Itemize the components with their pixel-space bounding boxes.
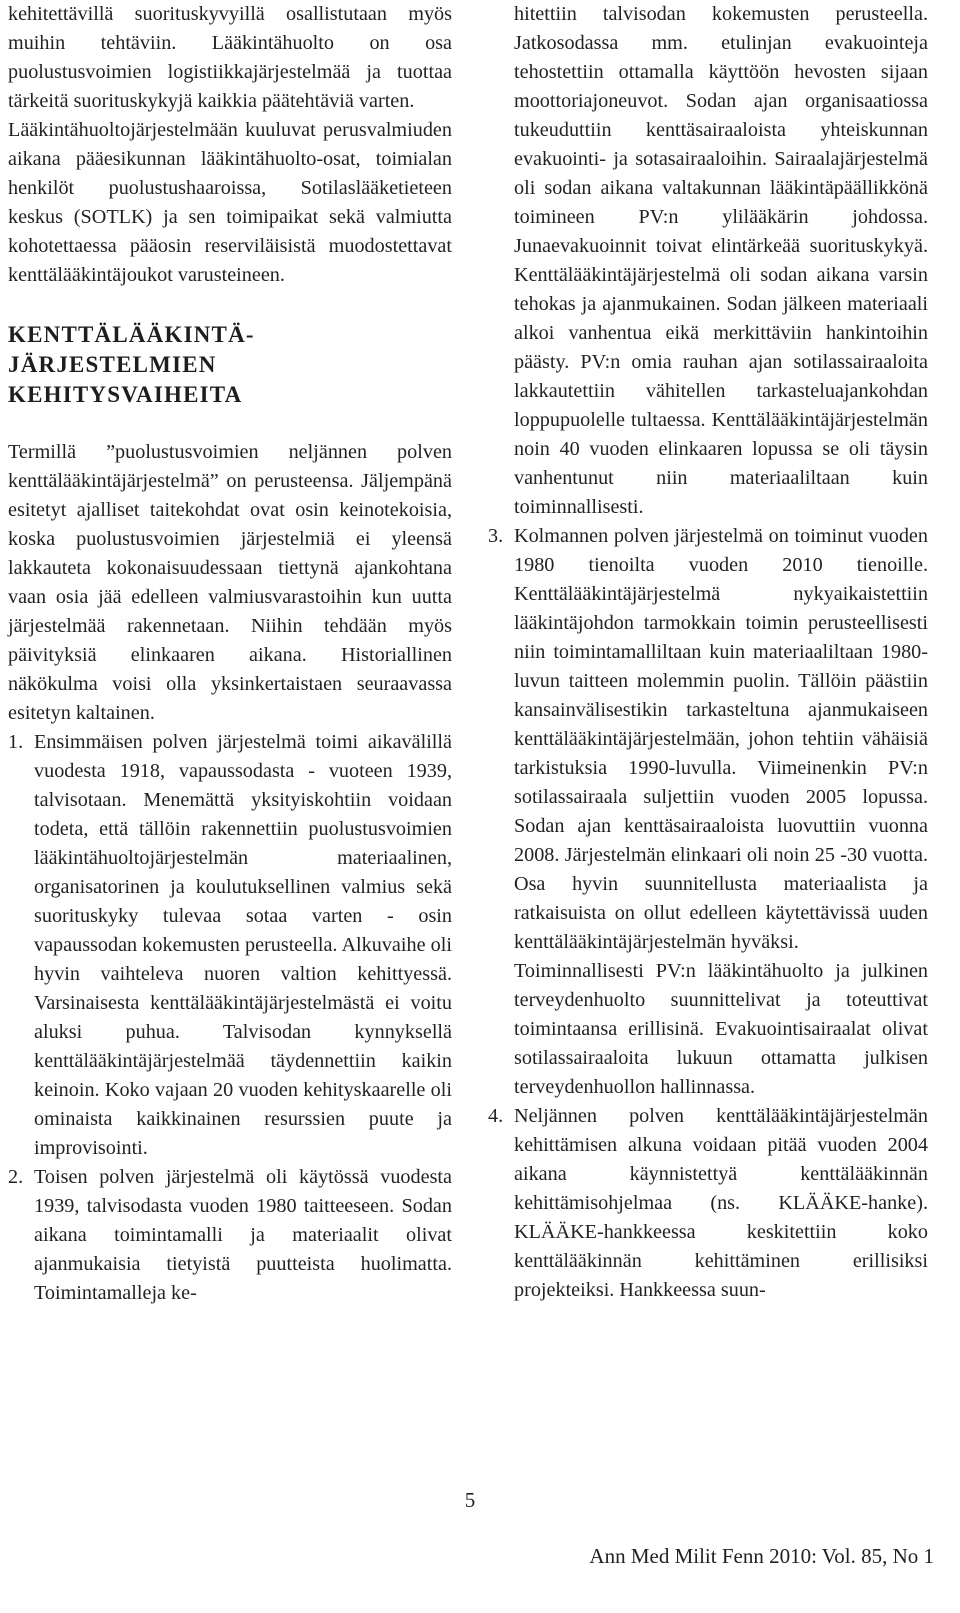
- list-item-stage-4: [488, 1102, 928, 1305]
- journal-reference: Ann Med Milit Fenn 2010: Vol. 85, No 1: [589, 1544, 934, 1568]
- list-text-stage-4: Neljännen polven kenttälääkintäjärjestelmän kehittämisen alkuna voidaan pitää vuoden 2004 aikana käynnistettyä kenttälääkinnän kehittämisohjelmaa (ns. KLÄÄKE-hanke). KLÄÄKE-hankkeessa keskitettiin koko kenttälääkinnän kehittäminen erillisiksi projekteiksi. Hankkeessa suun-: [514, 1105, 928, 1301]
- list-number-4: 4.: [488, 1105, 504, 1127]
- list-text-stage-2-continued: hitettiin talvisodan kokemusten perusteella. Jatkosodassa mm. etulinjan evakuointeja tehostettiin ottamalla käyttöön hevosten sijaan moottoriajoneuvot. Sodan ajan organisaatiossa tukeuduttiin kenttäsairaaloista yhteiskunnan evakuointi- ja sotasairaaloihin. Sairaalajärjestelmä oli sodan aikana valtakunnan lääkintäpäällikkönä toimineen PV:n ylilääkärin johdossa. Junaevakuoinnit toivat elintärkeää suorituskykyä. Kenttälääkintäjärjestelmä oli sodan aikana varsin tehokas ja ajanmukainen. Sodan jälkeen materiaali alkoi vanhentua eikä merkittäviin hankintoihin päästy. PV:n omia rauhan ajan sotilassairaaloita lakkautettiin vähitellen tarkasteluajankohdan loppupuolelle tultaessa. Kenttälääkintäjärjestelmän noin 40 vuoden elinkaaren lopussa se oli täysin vanhentunut niin materiaaliltaan kuin toiminnallisesti.: [514, 3, 928, 518]
- list-item-stage-1: [8, 728, 452, 1163]
- right-column: [488, 0, 928, 1305]
- section-heading-line-3: KEHITYSVAIHEITA: [8, 382, 243, 407]
- intro-paragraph-1: kehitettävillä suorituskyvyillä osallistutaan myös muihin tehtäviin. Lääkintähuolto on osa puolustusvoimien logistiikkajärjestelmää ja tuottaa tärkeitä suorituskykyjä kaikkia päätehtäviä varten.: [8, 3, 452, 112]
- page-number: 5: [464, 1488, 476, 1512]
- list-text-stage-2: Toisen polven järjestelmä oli käytössä vuodesta 1939, talvisodasta vuoden 1980 taitteeseen. Sodan aikana toimintamalli ja materiaalit olivat ajanmukaisia tietyistä puutteista huolimatta. Toimintamalleja ke-: [34, 1166, 452, 1304]
- left-column: [8, 0, 452, 1308]
- list-number-2: 2.: [8, 1166, 24, 1188]
- section-paragraph-1: Termillä ”puolustusvoimien neljännen polven kenttälääkintäjärjestelmä” on perusteensa. Jäljempänä esitetyt ajalliset taitekohdat ovat osin keinotekoisia, koska puolustusvoimien järjestelmiä ei yleensä lakkauteta kokonaisuudessaan tiettynä ajankohtana vaan osia jää edelleen valmiusvarastoihin kun uutta järjestelmää rakennetaan. Niihin tehdään myös päivityksiä elinkaaren aikana. Historiallinen näkökulma voisi olla yksinkertaistaen seuraavassa esitetyn kaltainen.: [8, 441, 452, 724]
- section-heading: [8, 320, 452, 410]
- stages-list-left: [8, 728, 452, 1308]
- list-text-stage-3-paragraph-2: Toiminnallisesti PV:n lääkintähuolto ja julkinen terveydenhuolto suunnittelivat ja toteuttivat toimintaansa erillisinä. Evakuointisairaalat olivat sotilassairaaloita lukuun ottamatta julkisen terveydenhuollon hallinnassa.: [514, 960, 928, 1098]
- list-item-stage-3: [488, 522, 928, 1102]
- list-number-3: 3.: [488, 525, 504, 547]
- intro-paragraph-2: Lääkintähuoltojärjestelmään kuuluvat perusvalmiuden aikana pääesikunnan lääkintähuolto-osat, toimialan henkilöt puolustushaaroissa, Sotilaslääketieteen keskus (SOTLK) ja sen toimipaikat sekä valmiutta kohotettaessa pääosin reserviläisistä muodostettavat kenttälääkintäjoukot varusteineen.: [8, 119, 452, 286]
- list-number-1: 1.: [8, 731, 24, 753]
- list-text-stage-1: Ensimmäisen polven järjestelmä toimi aikavälillä vuodesta 1918, vapaussodasta - vuoteen 1939, talvisotaan. Menemättä yksityiskohtiin voidaan todeta, että tällöin rakennettiin puolustusvoimien lääkintähuoltojärjestelmän materiaalinen, organisatorinen ja koulutuksellinen valmius sekä suorituskyky tulevaa sotaa varten - osin vapaussodan kokemusten perusteella. Alkuvaihe oli hyvin vaihteleva nuoren valtion kehittyessä. Varsinaisesta kenttälääkintäjärjestelmästä ei voitu aluksi puhua. Talvisodan kynnyksellä kenttälääkintäjärjestelmää täydennettiin kaikin keinoin. Koko vajaan 20 vuoden kehityskaarelle oli ominaista kaikkinainen resurssien puute ja improvisointi.: [34, 731, 452, 1159]
- list-text-stage-3: Kolmannen polven järjestelmä on toiminut vuoden 1980 tienoilta vuoden 2010 tienoille. Kenttälääkintäjärjestelmä nykyaikaistettiin lääkintäjohdon tarmokkain toimin perusteellisesti niin toimintamalliltaan kuin materiaaliltaan 1980-luvun taitteen molemmin puolin. Tällöin päästiin kansainvälisestikin tarkasteltuna ajanmukaiseen kenttälääkintäjärjestelmään, johon tehtiin vähäisiä tarkistuksia 1990-luvulla. Viimeinenkin PV:n sotilassairaala suljettiin vuoden 2005 lopussa. Sodan ajan kenttäsairaaloista luovuttiin vuonna 2008. Järjestelmän elinkaari oli noin 25 -30 vuotta. Osa hyvin suunnitellusta materiaalista ja ratkaisuista on ollut edelleen käytettävissä uuden kenttälääkintäjärjestelmän hyväksi.: [514, 525, 928, 953]
- section-heading-line-1: KENTTÄLÄÄKINTÄ-: [8, 322, 255, 347]
- section-heading-line-2: JÄRJESTELMIEN: [8, 352, 217, 377]
- stages-list-right: [488, 0, 928, 1305]
- list-item-stage-2: [8, 1163, 452, 1308]
- list-item-stage-2-continued: [514, 0, 928, 522]
